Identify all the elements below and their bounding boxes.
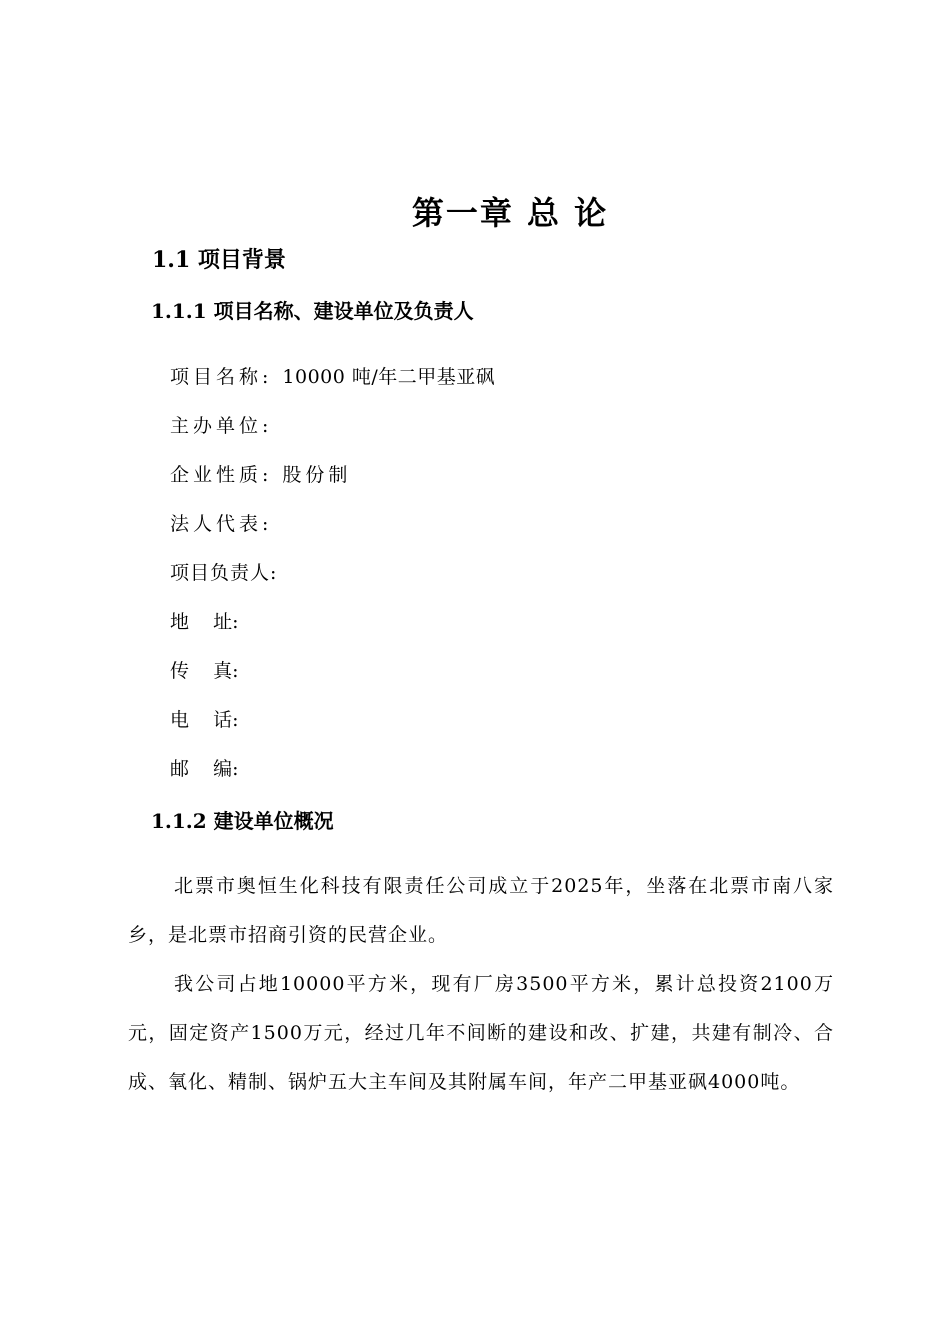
paragraph-company-intro: 北票市奥恒生化科技有限责任公司成立于2025年，坐落在北票市南八家乡，是北票市招商引资的民营企业。 [128,875,834,946]
info-row-legal-rep [170,510,282,538]
info-row-project-name [170,363,495,391]
info-row-phone [170,706,249,734]
section-heading-1-1-2: 1.1.2 建设单位概况 [151,809,334,833]
info-value: 股份制 [282,464,352,486]
info-row-project-leader [170,559,287,587]
section-heading-1-1: 1.1 项目背景 [152,247,286,273]
info-value: 10000 吨/年二甲基亚砜 [282,366,496,388]
info-label: 项目负责人: [170,562,278,584]
info-row-fax [170,657,249,685]
chapter-title: 第一章 总 论 [411,194,609,232]
section-heading-1-1-1: 1.1.1 项目名称、建设单位及负责人 [151,299,474,323]
info-label: 传 真: [170,660,239,682]
paragraph-company-facilities: 我公司占地10000平方米，现有厂房3500平方米，累计总投资2100万元，固定资产1500万元，经过几年不间断的建设和改、扩建，共建有制冷、合成、氧化、精制、锅炉五大主车间及其附属车间，年产二甲基亚砜4000吨。 [128,973,834,1093]
info-row-enterprise-type [170,461,351,489]
info-label: 法人代表: [170,513,273,535]
info-label: 企业性质: [170,464,273,486]
info-label: 地 址: [170,611,239,633]
info-row-postcode [170,755,249,783]
info-label: 邮 编: [170,758,239,780]
info-label: 项目名称: [170,366,273,388]
info-row-sponsor [170,412,282,440]
info-label: 主办单位: [170,415,273,437]
info-row-address [170,608,249,636]
info-label: 电 话: [170,709,239,731]
